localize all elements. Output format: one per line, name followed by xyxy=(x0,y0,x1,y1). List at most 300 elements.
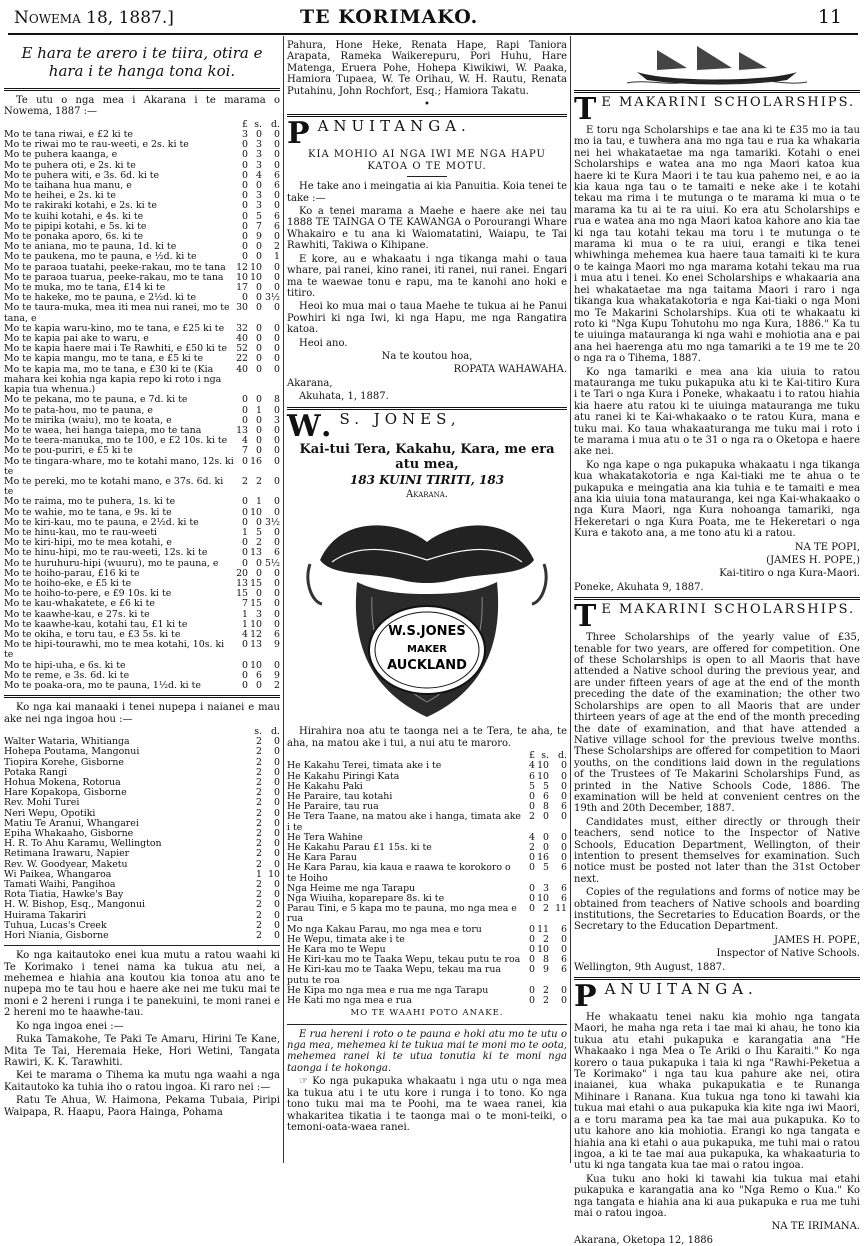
value-l: 0 xyxy=(529,933,535,945)
value-s: 9 xyxy=(256,231,262,243)
col2-paragraph: Ko a tenei marama a Maehe e haere ake nei tau 1888 TE TAINGA O TE KAWANGA o Porourangi Whare Whakairo e tu ana ki Waiomatatini, Waiapu, te Tai Rawhiti, Takiwa o Kihipane. xyxy=(287,206,567,252)
row-label: Mo te hipi-uha, e 6s. ki te xyxy=(4,659,126,671)
value-d: 0 xyxy=(274,322,280,334)
value-d: 0 xyxy=(274,231,280,243)
ledger-row xyxy=(4,457,280,477)
row-label: He Kara Parau xyxy=(287,852,357,864)
goods-row xyxy=(287,965,567,985)
row-label: Mo te kapia waru-kino, mo te tana, e £25 ki te xyxy=(4,322,225,334)
value-l: 0 xyxy=(242,659,248,671)
value-s: 0 xyxy=(256,394,262,406)
date: Wellington, 9th August, 1887. xyxy=(574,961,726,973)
value-l: 0 xyxy=(242,210,248,222)
value-s: 0 xyxy=(256,679,262,691)
value-s: 2 xyxy=(256,879,262,891)
row-label: Mo te riwai mo te rau-weeti, e 2s. ki te xyxy=(4,139,189,151)
value-l: 0 xyxy=(242,455,248,467)
row-label: Mo nga Kakau Parau, mo nga mea e toru xyxy=(287,923,482,935)
value-d: 0 xyxy=(561,944,567,956)
value-d: 0 xyxy=(274,858,280,870)
row-label: H. R. To Ahu Karamu, Wellington xyxy=(4,838,162,850)
row-label: Epiha Whakaaho, Gisborne xyxy=(4,828,134,840)
value-d: 0 xyxy=(274,537,280,549)
value-s: 2 xyxy=(256,909,262,921)
goods-rows xyxy=(287,761,567,1006)
value-s: 15 xyxy=(250,598,262,610)
jones-heading xyxy=(287,408,567,444)
value-l: 0 xyxy=(242,496,248,508)
value-d: 6 xyxy=(274,628,280,640)
value-l: 0 xyxy=(242,414,248,426)
signature-line: Inspector of Native Schools. xyxy=(716,948,860,960)
value-s: 3 xyxy=(256,149,262,161)
row-label: Mo te tingara-whare, mo te kotahi mano, 12s. ki te xyxy=(4,455,234,477)
value-s: 2 xyxy=(256,746,262,758)
value-d: 0 xyxy=(274,455,280,467)
currency-pence: d. xyxy=(558,750,567,762)
value-d: 6 xyxy=(561,862,567,874)
value-s: 10 xyxy=(250,271,262,283)
currency-shillings: s. xyxy=(254,118,262,130)
col3-paragraph: Ko nga tamariki e mea ana kia uiuia to ratou matauranga me tuku pukapuka atu ki te Kai-titiro Kura i te Tari o nga Kura i Poneke, whakaatu i to ratou hiahia kia haere atu ratou ki te uiuinga matauranga me tuku atu ranei ki te Kai-whakaako o te ratou Kura, mana e tuku mai. Ko taua whakaaturanga me tuku mai i roto i te marama i mua atu o te 31 o nga ra o Oketopa e haere ake nei. xyxy=(574,366,860,458)
value-l: 0 xyxy=(242,241,248,253)
value-d: 0 xyxy=(561,760,567,772)
row-label: Mo te mirika (waiu), mo te koata, e xyxy=(4,414,172,426)
value-d: 9 xyxy=(274,639,280,651)
goods-row xyxy=(287,863,567,883)
date: Akarana, Oketopa 12, 1886 xyxy=(574,1234,714,1246)
value-l: 0 xyxy=(242,220,248,232)
value-l: 0 xyxy=(529,954,535,966)
divider xyxy=(4,945,280,946)
value-l: 0 xyxy=(529,882,535,894)
drop-cap: W. xyxy=(287,408,337,444)
value-d: 6 xyxy=(561,923,567,935)
currency-pence: d. xyxy=(271,726,280,737)
col2-paragraph: He take ano i meingatia ai kia Panuitia. Koia tenei te take :— xyxy=(287,181,567,204)
value-l: 17 xyxy=(236,282,248,294)
row-label: Mo te kapia ma, mo te tana, e £30 ki te (Kia mahara kei kohia nga kapia repo ki roto i nga kapia tua whenua.) xyxy=(4,363,222,396)
row-label: Mo te aniana, mo te pauna, 1d. ki te xyxy=(4,241,177,253)
value-s: 0 xyxy=(256,282,262,294)
value-s: 0 xyxy=(256,292,262,304)
row-label: Mo te ponaka aporo, 6s. ki te xyxy=(4,231,144,243)
value-s: 0 xyxy=(256,251,262,263)
col1-paragraph: Ko nga kaitautoko enei kua mutu a ratou waahi ki Te Korimako i tenei nama ka tukua atu nei, a mehemea e hiahia ana koutou kia tonoa atu ano te nupepa mo te tau hou e haere ake nei me tuku mai te moni e 2 hereni i runga i te panekuini, te moni ranei e 2 hereni mo te haawhe-tau. xyxy=(4,950,280,1019)
value-s: 8 xyxy=(543,954,549,966)
value-s: 3 xyxy=(256,190,262,202)
signature: JAMES H. POPE, xyxy=(773,934,860,946)
value-d: 0 xyxy=(274,909,280,921)
divider xyxy=(4,88,280,91)
row-label: Mo te muka, mo te tana, £14 ki te xyxy=(4,282,166,294)
value-s: 10 xyxy=(537,760,549,772)
value-l: 2 xyxy=(242,475,248,487)
jones-address: 183 KUINI TIRITI, 183 xyxy=(349,472,505,487)
value-d: 2 xyxy=(274,679,280,691)
date: Poneke, Akuhata 9, 1887. xyxy=(574,581,704,593)
value-s: 2 xyxy=(543,903,549,915)
row-label: He Kipa mo nga mea e rua me nga Tarapu xyxy=(287,984,489,996)
value-s: 2 xyxy=(256,930,262,942)
value-s: 13 xyxy=(250,639,262,651)
value-d: 0 xyxy=(274,899,280,911)
value-d: 0 xyxy=(561,933,567,945)
value-d: 0 xyxy=(274,766,280,778)
value-d: 0 xyxy=(274,343,280,355)
value-l: 0 xyxy=(242,159,248,171)
value-l: 4 xyxy=(242,628,248,640)
value-d: 3½ xyxy=(264,292,280,304)
value-d: 6 xyxy=(561,801,567,813)
currency-pounds: £ xyxy=(242,118,248,130)
value-s: 11 xyxy=(537,923,549,935)
names-continued: Pahura, Hone Heke, Renata Hape, Rapi Taniora Arapata, Rameka Waikerepuru, Pori Huhu, Hare Matenga, Eruera Pohe, Hohepa Kiwikiwi, W. Paaka, Hamiora Tupaea, W. Te Orihau, W. H. Rautu, Renata Putahinu, John Rochfort, Esq.; Hamiora Takatu. xyxy=(287,40,567,97)
goods-row xyxy=(287,812,567,832)
value-s: 6 xyxy=(543,791,549,802)
heading-text: ANUITANGA. xyxy=(317,117,471,136)
goods-row xyxy=(287,904,567,924)
goods-row xyxy=(287,996,567,1006)
row-label: Mo te kapia mangu, mo te tana, e £5 ki te xyxy=(4,353,204,365)
value-s: 2 xyxy=(256,756,262,768)
value-l: 0 xyxy=(529,944,535,956)
row-label: Nga Wiuiha, koparepare 8s. ki te xyxy=(287,893,445,905)
row-label: Nga Heime me nga Tarapu xyxy=(287,882,416,894)
value-l: 1 xyxy=(242,618,248,630)
value-s: 2 xyxy=(256,537,262,549)
row-label: Mo te kiri-kau, mo te pauna, e 2½d. ki te xyxy=(4,516,199,528)
col3-paragraph: Copies of the regulations and forms of notice may be obtained from teachers of Native schools and boarding institutions, the Secretaries to Education Boards, or the Secretary to the Education Department. xyxy=(574,887,860,933)
row-label: Mo te huruhuru-hipi (wuuru), mo te pauna, e xyxy=(4,557,219,569)
value-s: 0 xyxy=(256,414,262,426)
value-d: 0 xyxy=(561,811,567,823)
header-rule xyxy=(8,33,858,35)
value-l: 52 xyxy=(236,343,248,355)
divider xyxy=(287,1024,567,1025)
row-label: Mo te pou-puriri, e £5 ki te xyxy=(4,445,133,457)
value-s: 8 xyxy=(543,801,549,813)
value-s: 2 xyxy=(543,933,549,945)
row-label: He Kara mo te Wepu xyxy=(287,944,386,956)
row-label: He Paraire, tau kotahi xyxy=(287,791,393,802)
col3-paragraph: Three Scholarships of the yearly value of £35, tenable for two years, are offered for competition. One of these Scholarships is open to all Maoris that have attended a Native school during the previous year, and are under fifteen years of age at the end of the month preceding the date of the examination; the other two Scholarships are open to all Maoris that are under thirteen years of age at the end of the month preceding the date of examination, and that have attended a Native village school for the previous twelve months. These Scholarships are offered for competition to Maori youths, on the conditions laid down in the regulations of the Trustees of Te Makarini Scholarships Fund, as printed in the Native Schools Code, 1886. The examination will be held at convenient centres on the 19th and 20th December, 1887. xyxy=(574,632,860,815)
row-label: Neri Wepu, Opotiki xyxy=(4,807,96,819)
value-l: 0 xyxy=(242,394,248,406)
value-s: 0 xyxy=(256,333,262,345)
value-d: 6 xyxy=(274,180,280,192)
row-label: He Kakahu Terei, timata ake i te xyxy=(287,760,442,772)
row-label: Mo te hipi-tourawhi, mo te mea kotahi, 10s. ki te xyxy=(4,639,225,661)
value-d: 0 xyxy=(274,445,280,457)
heading-text: E MAKARINI SCHOLARSHIPS. xyxy=(601,602,856,618)
row-label: Parau Tini, e 5 kapa mo te pauna, mo nga mea e rua xyxy=(287,903,517,925)
newspaper-title: TE KORIMAKO. xyxy=(300,6,479,28)
row-label: Mo te pekana, mo te pauna, e 7d. ki te xyxy=(4,394,188,406)
subscriber-list xyxy=(4,727,280,941)
value-s: 2 xyxy=(543,995,549,1007)
value-d: 0 xyxy=(274,496,280,508)
col2-paragraph: E kore, au e whakaatu i nga tikanga mahi o taua whare, pai ranei, kino ranei, iti ranei, nui ranei. Engari ma te waewae tonu e rapu, ma te kanohi ano hoki e titiro. xyxy=(287,253,567,299)
row-label: He Tera Taane, na matou ake i hanga, timata ake i te xyxy=(287,811,521,833)
sign-off: Na te koutou hoa, xyxy=(381,350,473,362)
value-s: 0 xyxy=(256,343,262,355)
value-d: 3½ xyxy=(264,516,280,528)
currency-pounds: £ xyxy=(529,750,535,762)
price-ledger xyxy=(4,120,280,691)
row-label: Mo te taihana hua manu, e xyxy=(4,180,132,192)
row-label: Mo te hakeke, mo te pauna, e 2½d. ki te xyxy=(4,292,197,304)
value-l: 0 xyxy=(529,903,535,915)
value-s: 5 xyxy=(256,210,262,222)
value-s: 2 xyxy=(256,828,262,840)
value-l: 2 xyxy=(529,811,535,823)
value-s: 2 xyxy=(256,889,262,901)
value-d: 0 xyxy=(274,618,280,630)
value-d: 0 xyxy=(274,787,280,799)
value-s: 2 xyxy=(256,736,262,748)
panuitanga-subheading: KIA MOHIO AI NGA IWI ME NGA HAPU KATOA O TE MOTU. xyxy=(308,149,546,172)
row-label: Tuhua, Lucas's Creek xyxy=(4,919,107,931)
value-s: 16 xyxy=(537,852,549,864)
value-l: 0 xyxy=(529,995,535,1007)
ledger-row xyxy=(4,446,280,456)
value-s: 10 xyxy=(250,659,262,671)
signature: NA TE IRIMANA. xyxy=(771,1221,860,1233)
value-d: 0 xyxy=(274,807,280,819)
value-s: 6 xyxy=(256,669,262,681)
value-s: 2 xyxy=(256,848,262,860)
drop-cap: T xyxy=(574,92,599,127)
row-label: Mo te pata-hou, mo te pauna, e xyxy=(4,404,153,416)
col3-paragraph: E toru nga Scholarships e tae ana ki te £35 mo ia tau mo ia tau, e tuwhera ana mo nga tau e rua ka whakaria nei hei whakataetae ma nga tamariki. Kotahi o enei Scholarships e watea ana mo nga Maori katoa kua haere ki te Kura Maori i te tau kua pahemo nei, e ao ia kia kaua nga tau o te tamaiti e neke ake i te kotahi tekau ma rima i te mutunga o te marama ki mua o te marama ka tu ai te ra uiui. Ko era atu Scholarships e rua e watea ana mo nga Maori katoa kahore ano kia tae ki nga tau kotahi tekau ma toru i te mutunga o te marama ki mua o te ra uiui, erangi e tika tenei whiwhinga mehemea kua haere taua tamaiti ki te kura o te kainga Maori mo nga marama kotahi tekau ma rua i mua atu i tenei. Ko enei Scholarships e whakaaria ana hei whakataetae ma nga taitama Maori i raro i nga tikanga kua whakatakotoria e nga Kai-tiaki o nga Moni mo Te Makarini Scholarships. Kua oti te whakaatu ki roto ki "Nga Kupu Tohutohu mo nga Kura, 1886." Ka tu te uiuinga matauranga ki nga wahi e mohiotia ana e pai ana hei haerenga atu mo nga tamariki a te 19 me te 20 o nga ra o Tihema, 1887. xyxy=(574,125,860,365)
value-s: 0 xyxy=(256,424,262,436)
ledger-row xyxy=(4,497,280,507)
col2-paragraph: Heoi ko mua mai o taua Maehe te tukua ai he Panui Powhiri ki nga Iwi, ki nga Hapu, me nga Rangatira katoa. xyxy=(287,301,567,336)
value-l: 7 xyxy=(242,598,248,610)
currency-shillings: s. xyxy=(254,726,262,737)
row-label: Mo te paraoa tuarua, peeke-rakau, mo te tana xyxy=(4,271,224,283)
col1-paragraph: Ratu Te Ahua, W. Haimona, Pekama Tubaia, Piripi Waipapa, R. Haapu, Paora Hainga, Pohama xyxy=(4,1095,280,1118)
value-d: 0 xyxy=(274,363,280,375)
value-d: 0 xyxy=(561,842,567,854)
goods-price-list xyxy=(287,751,567,1006)
value-l: 1 xyxy=(242,526,248,538)
row-label: Mo te kau-whakatete, e £6 ki te xyxy=(4,598,155,610)
row-label: Mo te hoiho-to-pere, e £9 10s. ki te xyxy=(4,588,172,600)
value-l: 30 xyxy=(236,302,248,314)
row-label: Mo te heihei, e 2s. ki te xyxy=(4,190,116,202)
value-s: 10 xyxy=(250,618,262,630)
value-l: 0 xyxy=(242,516,248,528)
value-d: 0 xyxy=(274,353,280,365)
value-s: 2 xyxy=(256,838,262,850)
value-s: 0 xyxy=(256,180,262,192)
saddle-stamp-name: W.S.JONES xyxy=(388,624,466,640)
value-d: 0 xyxy=(274,567,280,579)
divider xyxy=(4,695,280,698)
value-l: 0 xyxy=(242,180,248,192)
value-l: 0 xyxy=(242,506,248,518)
goods-intro: Hirahira noa atu te taonga nei a te Tera, te aha, te aha, na matou ake i tui, a nui atu te maroro. xyxy=(287,726,567,749)
value-l: 0 xyxy=(242,679,248,691)
value-l: 6 xyxy=(529,770,535,782)
value-d: 0 xyxy=(274,848,280,860)
value-l: 13 xyxy=(236,577,248,589)
row-label: Huirama Takariri xyxy=(4,909,87,921)
row-label: Tiopira Korehe, Gisborne xyxy=(4,756,124,768)
col2-paragraph: Heoi ano. xyxy=(299,337,348,349)
row-label: Mo te taura-muka, mea iti mea nui ranei, mo te tana, e xyxy=(4,302,230,324)
value-s: 3 xyxy=(543,882,549,894)
value-d: 0 xyxy=(274,797,280,809)
value-l: 0 xyxy=(242,547,248,559)
row-label: Hohepa Poutama, Mangonui xyxy=(4,746,140,758)
row-label: Mo te hoiho-parau, £16 ki te xyxy=(4,567,140,579)
subs-intro: Ko nga kai manaaki i tenei nupepa i naianei e mau ake nei nga ingoa hou :— xyxy=(4,702,280,725)
row-label: He Kati mo nga mea e rua xyxy=(287,995,412,1007)
value-d: 0 xyxy=(274,424,280,436)
value-d: 0 xyxy=(561,791,567,802)
final-notice xyxy=(287,1076,567,1133)
value-s: 0 xyxy=(256,588,262,600)
value-s: 10 xyxy=(250,506,262,518)
col1-paragraph: Kei te marama o Tihema ka mutu nga waahi a nga Kaitautoko ka tuhia iho o ratou ingoa. Ki raro nei :— xyxy=(4,1070,280,1093)
value-s: 0 xyxy=(543,842,549,854)
value-s: 1 xyxy=(256,496,262,508)
row-label: Matiu Te Aranui, Whangarei xyxy=(4,817,139,829)
signature-line: (JAMES H. POPE,) xyxy=(766,555,860,567)
value-s: 2 xyxy=(256,787,262,799)
value-d: 0 xyxy=(274,475,280,487)
value-l: 0 xyxy=(242,292,248,304)
italic-notice: E rua hereni i roto o te pauna e hoki atu mo te utu o nga mea, mehemea ki te tukua mai te moni mo te oota, mehemea ranei ki te utua tonutia ki te moni nga taonga i te hokonga. xyxy=(287,1028,567,1074)
row-label: He Kakahu Paki xyxy=(287,780,363,792)
value-s: 16 xyxy=(250,455,262,467)
place: Akarana, xyxy=(287,377,333,389)
value-s: 0 xyxy=(543,811,549,823)
value-d: 0 xyxy=(274,828,280,840)
value-d: 0 xyxy=(274,598,280,610)
value-s: 3 xyxy=(256,159,262,171)
row-label: Mo te hoiho-eke, e £5 ki te xyxy=(4,577,132,589)
row-label: Mo te waea, hei hanga taiepa, mo te tana xyxy=(4,424,202,436)
value-s: 0 xyxy=(256,363,262,375)
value-l: 40 xyxy=(236,333,248,345)
column-3 xyxy=(574,38,860,1246)
divider xyxy=(574,90,860,93)
ledger-row xyxy=(4,395,280,405)
value-d: 0 xyxy=(561,995,567,1007)
value-s: 1 xyxy=(256,404,262,416)
value-s: 0 xyxy=(256,129,262,141)
waahi-poto: MO TE WAAHI POTO ANAKE. xyxy=(350,1008,504,1019)
value-s: 10 xyxy=(537,944,549,956)
drop-cap: T xyxy=(574,599,599,635)
scholarships-heading-english xyxy=(574,599,860,635)
row-label: Mo te teera-manuka, mo te 100, e £2 10s. ki te xyxy=(4,435,228,447)
ledger-row xyxy=(4,477,280,497)
row-label: Mo te hinu-hipi, mo te rau-weeti, 12s. ki te xyxy=(4,547,208,559)
value-l: 0 xyxy=(242,190,248,202)
row-label: Wi Paikea, Whangaroa xyxy=(4,868,112,880)
value-s: 0 xyxy=(256,516,262,528)
row-label: Potaka Rangi xyxy=(4,766,68,778)
value-d: 6 xyxy=(274,220,280,232)
value-s: 0 xyxy=(256,302,262,314)
value-d: 0 xyxy=(274,129,280,141)
row-label: H. W. Bishop, Esq., Mangonui xyxy=(4,899,145,911)
value-l: 0 xyxy=(529,893,535,905)
row-label: Mo te kiri-hipi, mo te mea kotahi, e xyxy=(4,537,172,549)
row-label: Mo te tana riwai, e £2 ki te xyxy=(4,129,133,141)
currency-pence: d. xyxy=(271,118,280,130)
row-label: He Kakahu Piringi Kata xyxy=(287,770,400,782)
divider xyxy=(574,597,860,600)
value-d: 0 xyxy=(274,506,280,518)
value-d: 0 xyxy=(274,577,280,589)
signature: NA TE POPI, xyxy=(794,541,860,553)
value-l: 0 xyxy=(242,537,248,549)
value-d: 0 xyxy=(274,879,280,891)
value-s: 2 xyxy=(256,807,262,819)
value-l: 32 xyxy=(236,322,248,334)
value-d: 0 xyxy=(561,852,567,864)
signature: ROPATA WAHAWAHA. xyxy=(453,364,567,376)
value-l: 1 xyxy=(242,608,248,620)
value-s: 10 xyxy=(537,893,549,905)
row-label: Mo te puhera kaanga, e xyxy=(4,149,118,161)
row-label: Mo te poaka-ora, mo te pauna, 1½d. ki te xyxy=(4,679,201,691)
ledger-row xyxy=(4,303,280,323)
row-label: He Kiri-kau mo te Taaka Wepu, tekau putu te roa xyxy=(287,954,521,966)
row-label: He Kakahu Parau £1 15s. ki te xyxy=(287,842,432,854)
value-l: 0 xyxy=(529,862,535,874)
value-d: 0 xyxy=(561,984,567,996)
value-l: 0 xyxy=(242,139,248,151)
row-label: Walter Wataria, Whitianga xyxy=(4,736,130,748)
saddle-stamp-maker: MAKER xyxy=(407,644,447,656)
value-d: 0 xyxy=(274,261,280,273)
row-label: Mo te pereki, mo te kotahi mano, e 37s. 6d. ki te xyxy=(4,475,224,498)
divider xyxy=(407,176,447,177)
value-l: 0 xyxy=(529,923,535,935)
value-l: 0 xyxy=(242,149,248,161)
value-d: 0 xyxy=(274,333,280,345)
value-d: 3 xyxy=(274,414,280,426)
value-s: 0 xyxy=(256,241,262,253)
value-s: 2 xyxy=(256,777,262,789)
value-s: 3 xyxy=(256,200,262,212)
value-l: 2 xyxy=(529,842,535,854)
value-s: 13 xyxy=(250,547,262,559)
value-s: 2 xyxy=(256,766,262,778)
jones-trade: Kai-tui Tera, Kakahu, Kara, me era atu mea, xyxy=(299,441,555,472)
value-d: 0 xyxy=(274,777,280,789)
column-divider-2 xyxy=(570,36,571,1163)
issue-date: Nowema 18, 1887.] xyxy=(14,8,174,28)
value-l: 5 xyxy=(529,780,535,792)
value-l: 7 xyxy=(242,445,248,457)
signature-line: Kai-titiro o nga Kura-Maori. xyxy=(719,568,860,580)
value-l: 0 xyxy=(529,964,535,976)
value-d: 0 xyxy=(274,159,280,171)
value-s: 2 xyxy=(256,797,262,809)
ship-and-fish-icon xyxy=(627,42,807,86)
row-label: Mo te hinu-kau, mo te rau-weeti xyxy=(4,526,158,538)
currency-shillings: s. xyxy=(541,750,549,762)
col3-paragraph: Kua tuku ano hoki ki tawahi kia tukua mai etahi pukapuka e karangatia ana ko "Nga Remo o Kua." Ko nga tangata e hiahia ana ki aua pukapuka e rua me tuhi mai o ratou ingoa. xyxy=(574,1173,860,1219)
